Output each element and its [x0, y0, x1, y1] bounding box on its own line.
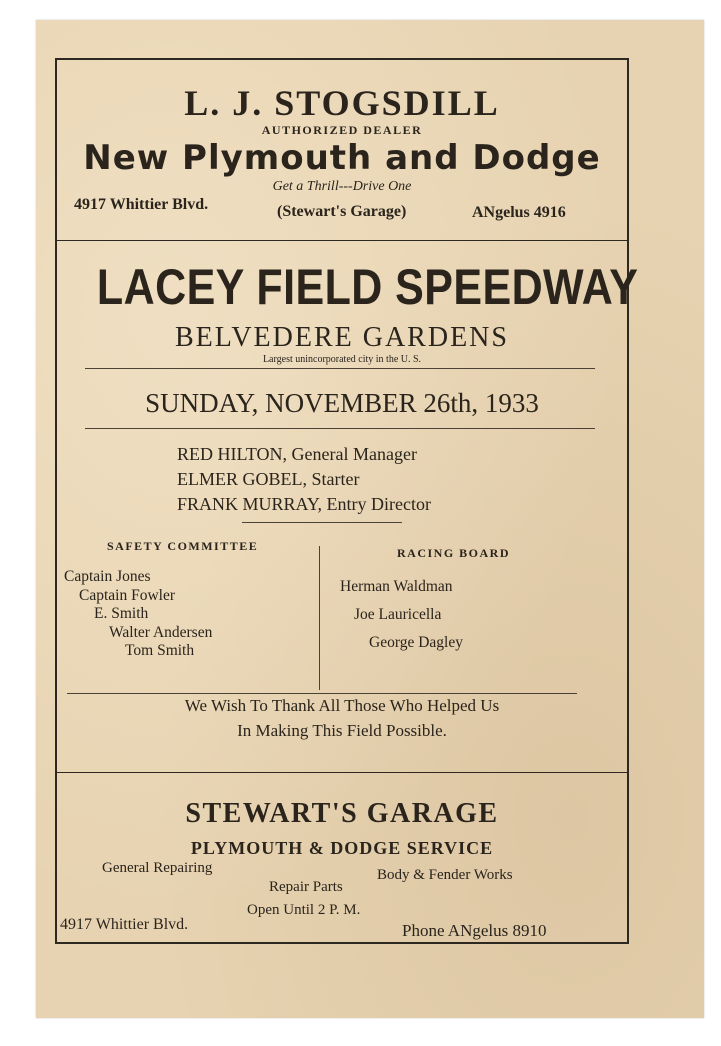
- thanks-line-2: In Making This Field Possible.: [237, 721, 447, 740]
- dealer-garage: (Stewart's Garage): [277, 203, 407, 220]
- service-body: Body & Fender Works: [377, 867, 513, 883]
- racing-board-heading: RACING BOARD: [397, 546, 511, 560]
- garage-service: PLYMOUTH & DODGE SERVICE: [190, 838, 494, 858]
- garage-phone: Phone ANgelus 8910: [402, 921, 547, 940]
- dealer-name: L. J. STOGSDILL: [184, 83, 500, 123]
- staff-starter: ELMER GOBEL, Starter: [177, 469, 360, 489]
- divider: [67, 693, 577, 694]
- service-parts: Repair Parts: [269, 879, 343, 895]
- staff-general-manager: RED HILTON, General Manager: [177, 444, 417, 464]
- garage-address: 4917 Whittier Blvd.: [60, 916, 189, 933]
- service-general: General Repairing: [102, 860, 213, 876]
- service-hours: Open Until 2 P. M.: [247, 902, 361, 918]
- thanks-line-1: We Wish To Thank All Those Who Helped Us: [184, 696, 500, 715]
- racing-board-member: George Dagley: [369, 634, 463, 651]
- divider: [85, 428, 595, 429]
- dealer-phone: ANgelus 4916: [472, 204, 566, 221]
- program-frame: [55, 58, 639, 944]
- staff-entry-director: FRANK MURRAY, Entry Director: [177, 494, 432, 514]
- location-tagline: Largest unincorporated city in the U. S.: [262, 354, 422, 365]
- authorized-dealer-label: AUTHORIZED DEALER: [261, 123, 423, 137]
- safety-member: Walter Andersen: [109, 624, 213, 641]
- safety-committee-heading: SAFETY COMMITTEE: [107, 539, 259, 553]
- racing-board-member: Herman Waldman: [340, 578, 453, 595]
- divider: [242, 522, 402, 523]
- dealer-address: 4917 Whittier Blvd.: [74, 196, 209, 213]
- location-title: BELVEDERE GARDENS: [175, 322, 509, 353]
- divider: [57, 240, 627, 241]
- safety-member: Tom Smith: [125, 642, 195, 659]
- racing-board-member: Joe Lauricella: [354, 606, 442, 623]
- brand-heading: New Plymouth and Dodge: [83, 138, 601, 178]
- safety-member: E. Smith: [94, 605, 149, 622]
- safety-member: Captain Jones: [64, 568, 151, 585]
- divider: [85, 368, 595, 369]
- speedway-title: LACEY FIELD SPEEDWAY: [96, 259, 639, 315]
- slogan: Get a Thrill---Drive One: [272, 179, 412, 194]
- safety-member: Captain Fowler: [79, 587, 175, 604]
- garage-name: STEWART'S GARAGE: [185, 798, 499, 829]
- divider: [57, 772, 627, 773]
- event-date: SUNDAY, NOVEMBER 26th, 1933: [145, 388, 539, 418]
- column-divider: [319, 546, 320, 690]
